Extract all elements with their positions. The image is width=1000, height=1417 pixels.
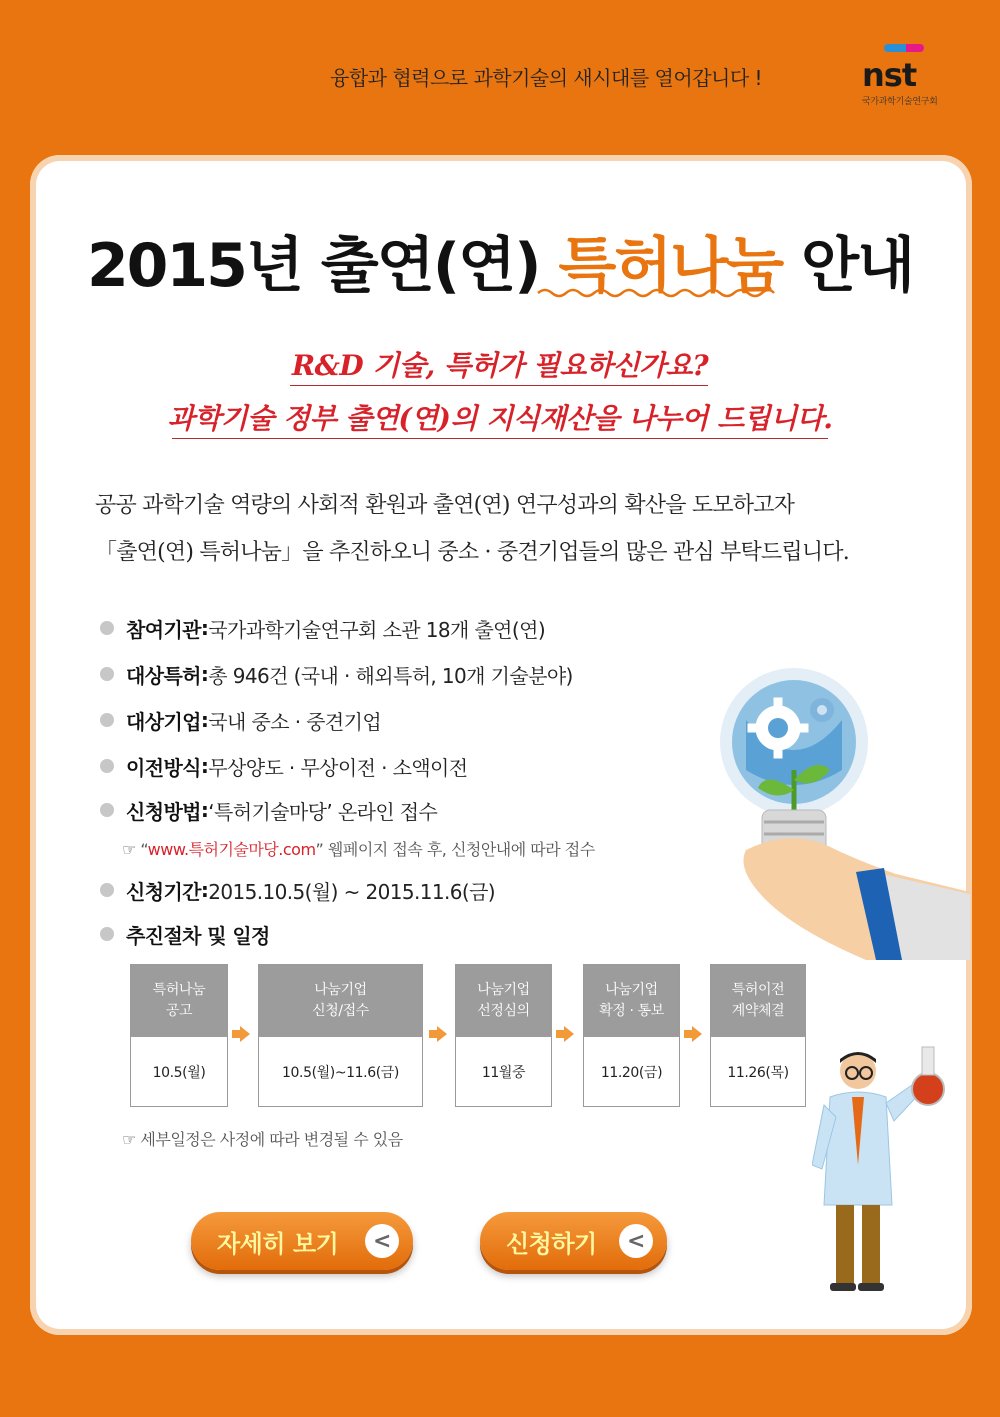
step-date: 11.26(목)	[727, 1065, 789, 1081]
apply-url-note: ☞ “www.특허기술마당.com” 웹페이지 접속 후, 신청안내에 따라 접수	[122, 840, 595, 859]
step-date: 11월중	[481, 1065, 526, 1081]
chevron-left-icon: <	[619, 1224, 653, 1258]
bullet-dot	[100, 759, 114, 773]
detail-participants: 참여기관 : 국가과학기술연구회 소관 18개 출연(연)	[100, 612, 545, 644]
apply-button[interactable]	[480, 1212, 667, 1270]
logo-subtitle: 국가과학기술연구회	[862, 97, 938, 107]
detail-label: 대상특허	[126, 663, 201, 688]
detail-label: 신청기간	[126, 879, 201, 904]
step-title: 특허나눔 공고	[131, 965, 227, 1037]
step-date: 10.5(월)~11.6(금)	[282, 1065, 399, 1081]
detail-value: 무상양도 · 무상이전 · 소액이전	[208, 755, 468, 780]
title-highlight: 특허나눔	[558, 231, 783, 301]
detail-value: ‘특허기술마당’ 온라인 접수	[208, 799, 438, 824]
detail-application-method: 신청방법 : ‘특허기술마당’ 온라인 접수	[100, 794, 437, 826]
detail-label: 이전방식	[126, 755, 201, 780]
bullet-dot	[100, 803, 114, 817]
page-title	[0, 218, 1000, 304]
detail-label: 추진절차 및 일정	[126, 923, 270, 948]
tagline-underline-2	[172, 438, 828, 439]
detail-value: 국가과학기술연구회 소관 18개 출연(연)	[208, 617, 546, 642]
title-wave-underline	[536, 286, 776, 300]
tagline-line2: 과학기술 정부 출연(연)의 지식재산을 나누어 드립니다.	[167, 402, 833, 435]
schedule-step-4	[583, 964, 680, 1107]
schedule-step-5	[710, 964, 806, 1107]
detail-value: 국내 중소 · 중견기업	[208, 709, 382, 734]
patent-site-link[interactable]: www.특허기술마당.com	[147, 840, 316, 859]
tagline-underline-1	[290, 385, 708, 386]
title-part2: 안내	[782, 231, 914, 301]
bullet-dot	[100, 927, 114, 941]
title-part1: 2015년 출연(연)	[86, 231, 559, 301]
detail-application-period: 신청기간 : 2015.10.5(월) ~ 2015.11.6(금)	[100, 874, 495, 906]
schedule-step-2	[258, 964, 423, 1107]
tagline-line1: R&D 기술, 특허가 필요하신가요?	[291, 349, 709, 382]
step-title: 나눔기업 확정 · 통보	[584, 965, 679, 1037]
bullet-dot	[100, 621, 114, 635]
detail-patents: 대상특허 : 총 946건 (국내 · 해외특허, 10개 기술분야)	[100, 658, 573, 690]
step-title: 나눔기업 신청/접수	[259, 965, 422, 1037]
detail-value: 총 946건 (국내 · 해외특허, 10개 기술분야)	[208, 663, 573, 688]
detail-label: 참여기관	[126, 617, 201, 642]
details-button[interactable]	[191, 1212, 413, 1270]
step-date: 10.5(월)	[152, 1065, 206, 1081]
chevron-left-icon: <	[365, 1224, 399, 1258]
detail-schedule-heading	[100, 918, 270, 950]
intro-line1: 공공 과학기술 역량의 사회적 환원과 출연(연) 연구성과의 확산을 도모하고자	[95, 493, 795, 518]
step-title: 나눔기업 선정심의	[456, 965, 551, 1037]
bullet-dot	[100, 713, 114, 727]
step-title: 특허이전 계약체결	[711, 965, 805, 1037]
logo-mark: nst	[862, 56, 917, 94]
schedule-note: ☞ 세부일정은 사정에 따라 변경될 수 있음	[122, 1130, 403, 1149]
bullet-dot	[100, 883, 114, 897]
detail-label: 신청방법	[126, 799, 201, 824]
nst-logo[interactable]	[860, 44, 970, 114]
detail-label: 대상기업	[126, 709, 201, 734]
intro-line2: 「출연(연) 특허나눔」을 추진하오니 중소 · 중견기업들의 많은 관심 부탁드립니다.	[95, 540, 849, 565]
step-date: 11.20(금)	[600, 1065, 663, 1081]
logo-color-bar	[884, 44, 924, 52]
details-button-label: 자세히 보기	[217, 1229, 339, 1258]
scientist-illustration	[812, 1045, 952, 1295]
slogan: 융합과 협력으로 과학기술의 새시대를 열어갑니다 !	[330, 66, 763, 90]
schedule-step-1	[130, 964, 228, 1107]
schedule-step-3	[455, 964, 552, 1107]
detail-value: 2015.10.5(월) ~ 2015.11.6(금)	[208, 879, 495, 904]
lightbulb-hand-illustration	[706, 660, 970, 960]
bullet-dot	[100, 667, 114, 681]
detail-target-companies: 대상기업 : 국내 중소 · 중견기업	[100, 704, 381, 736]
apply-button-label: 신청하기	[506, 1229, 597, 1258]
detail-transfer-method: 이전방식 : 무상양도 · 무상이전 · 소액이전	[100, 750, 467, 782]
